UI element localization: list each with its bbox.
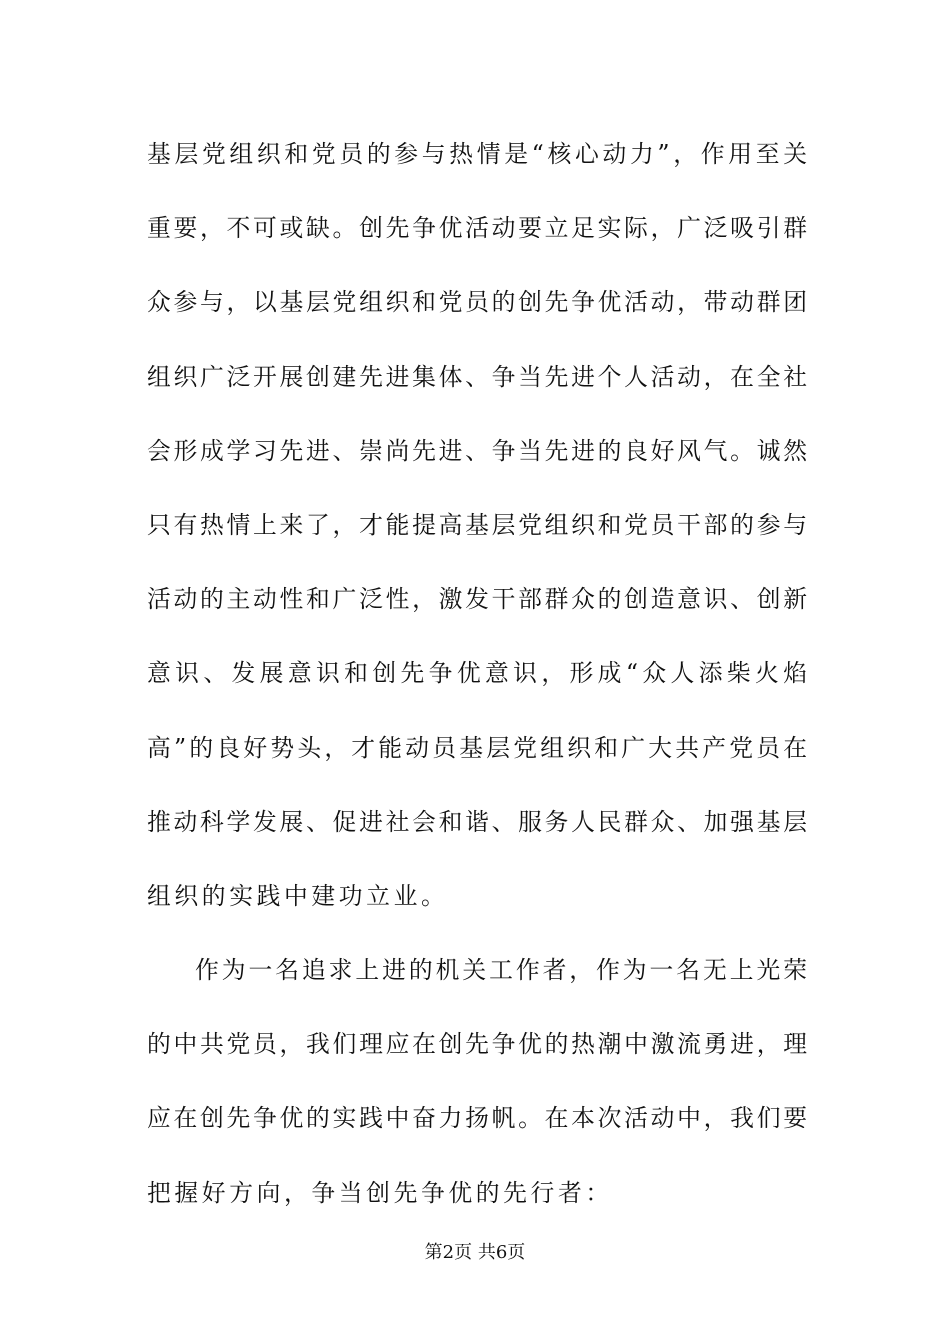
text-line: 会形成学习先进、崇尚先进、争当先进的良好风气。诚然 xyxy=(147,436,807,465)
text-line: 活动的主动性和广泛性，激发干部群众的创造意识、创新 xyxy=(147,585,807,614)
text-line: 应在创先争优的实践中奋力扬帆。在本次活动中，我们要 xyxy=(147,1104,807,1133)
text-line: 意识、发展意识和创先争优意识，形成“众人添柴火焰 xyxy=(147,659,807,688)
text-line: 高”的良好势头，才能动员基层党组织和广大共产党员在 xyxy=(147,733,807,762)
text-line: 推动科学发展、促进社会和谐、服务人民群众、加强基层 xyxy=(147,807,807,836)
page-number-footer: 第2页 共6页 xyxy=(424,1242,526,1263)
text-line: 基层党组织和党员的参与热情是“核心动力”，作用至关 xyxy=(147,140,807,168)
text-line: 作为一名追求上进的机关工作者，作为一名无上光荣 xyxy=(195,956,807,985)
text-line: 只有热情上来了，才能提高基层党组织和党员干部的参与 xyxy=(147,510,807,539)
document-body xyxy=(147,126,807,1239)
text-line: 组织广泛开展创建先进集体、争当先进个人活动，在全社 xyxy=(147,362,807,391)
text-line: 组织的实践中建功立业。 xyxy=(147,881,449,910)
paragraph-2 xyxy=(147,942,807,1239)
text-line: 重要，不可或缺。创先争优活动要立足实际，广泛吸引群 xyxy=(147,214,807,243)
text-line: 众参与，以基层党组织和党员的创先争优活动，带动群团 xyxy=(147,288,807,317)
text-line: 把握好方向，争当创先争优的先行者： xyxy=(147,1178,613,1207)
paragraph-1 xyxy=(147,126,807,942)
text-line: 的中共党员，我们理应在创先争优的热潮中激流勇进，理 xyxy=(147,1030,807,1059)
